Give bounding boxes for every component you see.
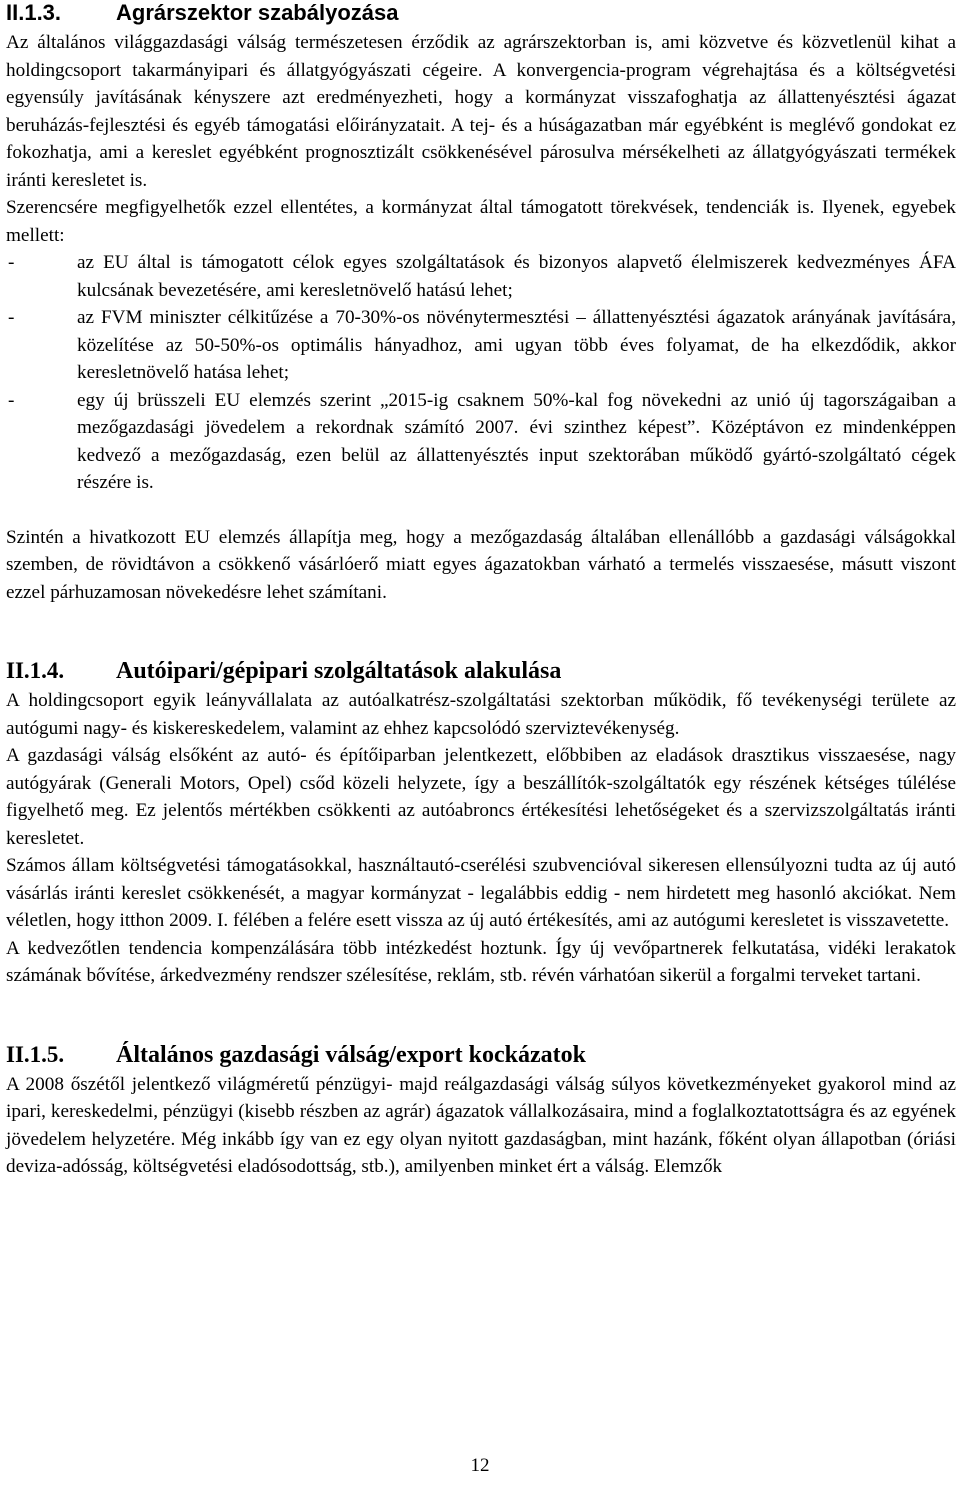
paragraph: A 2008 őszétől jelentkező világméretű pénzügyi- majd reálgazdasági válság súlyos következményeket gyakorol mind az ipari, kereskedelmi, pénzügyi (kisebb részben az agrár) ágazatok vállalkozásaira, mind a foglalkoztatottságra és az egyének jövedelem helyzetére. Még inkább így van ez egy olyan nyitott gazdaságban, mint hazánk, főként olyan állapotban (óriási deviza-adósság, költségvetési eladósodottság, stb.), amilyenben minket ért a válság. Elemzők xyxy=(6,1073,956,1177)
section-number: II.1.4. xyxy=(6,658,65,683)
paragraph: Szerencsére megfigyelhetők ezzel ellentétes, a kormányzat által támogatott törekvések, tendenciák is. Ilyenek, egyebek mellett: xyxy=(6,197,956,246)
document-page xyxy=(6,0,956,1181)
page-number: 12 xyxy=(470,1455,490,1476)
section-title: Általános gazdasági válság/export kockázatok xyxy=(116,1041,587,1068)
bullet-list xyxy=(6,249,956,497)
section-title: Agrárszektor szabályozása xyxy=(116,0,399,25)
paragraph: A holdingcsoport egyik leányvállalata az autóalkatrész-szolgáltatási szektorban működik, fő tevékenységi területe az autógumi nagy- és kiskereskedelem, valamint az ehhez kapcsolódó szerviztevékenység. xyxy=(6,690,956,739)
paragraph: A kedvezőtlen tendencia kompenzálására több intézkedést hoztunk. Így új vevőpartnerek felkutatása, vidéki lerakatok számának bővítése, árkedvezmény rendszer szélesítése, reklám, stb. révén várhatóan sikerül a forgalmi terveket tartani. xyxy=(6,937,956,986)
paragraph: Számos állam költségvetési támogatásokkal, használtautó-cserélési szubvencióval sikeresen ellensúlyozni tudta az új autó vásárlás iránti kereslet csökkenését, a magyar kormányzat - legalábbis eddig - nem hirdetett meg hasonló akciókat. Nem véletlen, hogy itthon 2009. I. félében a felére esett vissza az új autó értékesítés, ami az autógumi keresletet is visszavetette. xyxy=(6,855,956,931)
list-item: - egy új brüsszeli EU elemzés szerint „2015-ig csaknem 50%-kal fog növekedni az unió új tagországaiban a mezőgazdasági jövedelem a rekordnak számító 2007. évi szinthez képest”. Középtávon ez mindenképpen kedvező a mezőgazdaság, ezen belül az állattenyésztés input szektorában működő gyártó-szolgáltató cégek részére is. xyxy=(6,387,956,497)
paragraph: Az általános világgazdasági válság természetesen érződik az agrárszektorban is, ami közvetve és közvetlenül kihat a holdingcsoport takarmányipari és állatgyógyászati cégeire. A konvergencia-program végrehajtása és a költségvetési egyensúly javításának kényszere azt eredményezheti, hogy a kormányzat visszafoghatja az állattenyésztési ágazat beruházás-fejlesztési és egyéb támogatási előirányzatait. A tej- és a húságazatban már egyébként is meglévő gondokat ez fokozhatja, ami a kereslet egyébként prognosztizált csökkenésével párosulva mérsékelheti az állatgyógyászati termékek iránti keresletet is. xyxy=(6,32,956,191)
section-heading xyxy=(6,1042,956,1069)
section-number: II.1.5. xyxy=(6,1041,65,1067)
section-title: Autóipari/gépipari szolgáltatások alakulása xyxy=(116,658,562,684)
list-item: - az FVM miniszter célkitűzése a 70-30%-os növénytermesztési – állattenyésztési ágazatok arányának javítására, közelítése az 50-50%-os optimális hányadhoz, ami ugyan több éves folyamat, de ha elkezdődik, akkor keresletnövelő hatása lehet; xyxy=(6,304,956,387)
section-heading xyxy=(6,0,956,26)
section-number: II.1.3. xyxy=(6,0,62,25)
section-heading xyxy=(6,658,956,685)
paragraph: A gazdasági válság elsőként az autó- és építőiparban jelentkezett, előbbiben az eladások drasztikus visszaesése, nagy autógyárak (Generali Motors, Opel) csőd közeli helyzete, így a beszállítók-szolgáltatók egy részének kétséges túlélése figyelhető meg. Ez jelentős mértékben csökkenti az autóabroncs értékesítési lehetőségeket és a szervizszolgáltatás iránti keresletet. xyxy=(6,745,956,849)
list-item: - az EU által is támogatott célok egyes szolgáltatások és bizonyos alapvető élelmiszerek kedvezményes ÁFA kulcsának bevezetésére, ami keresletnövelő hatású lehet; xyxy=(6,249,956,304)
paragraph: Szintén a hivatkozott EU elemzés állapítja meg, hogy a mezőgazdaság általában ellenállóbb a gazdasági válságokkal szemben, de rövidtávon a csökkenő vásárlóerő miatt egyes ágazatokban várható a termelés visszaesése, másutt viszont ezzel párhuzamosan növekedésre lehet számítani. xyxy=(6,526,956,603)
